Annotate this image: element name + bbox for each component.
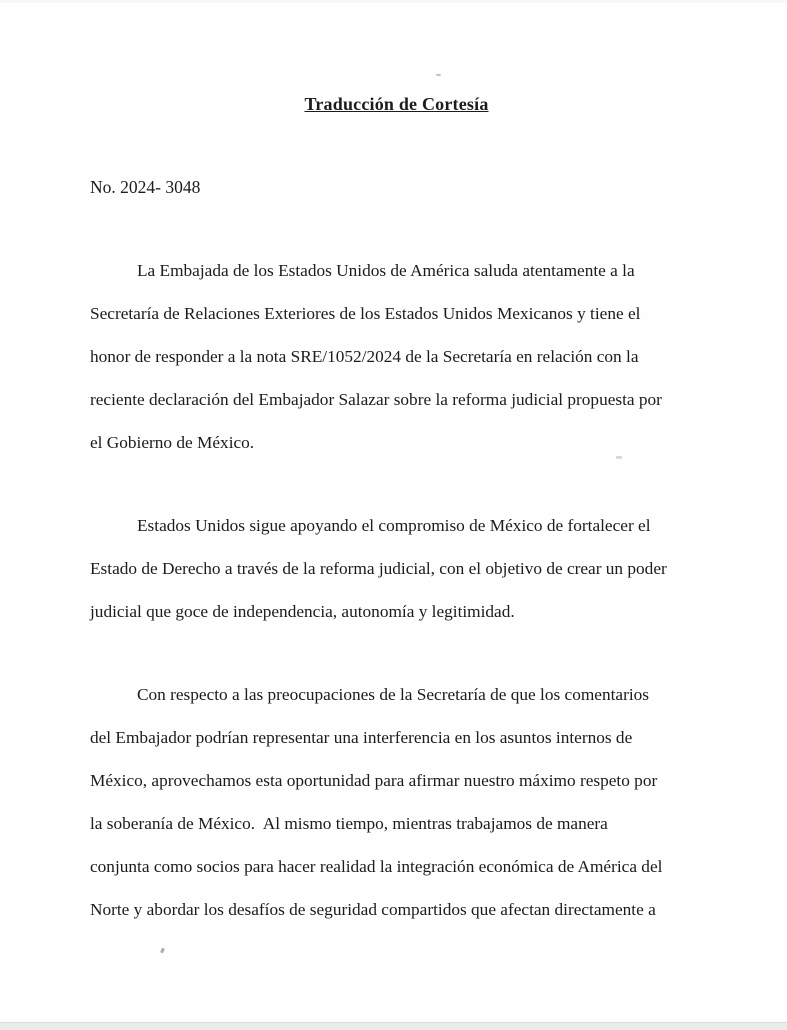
reference-number: No. 2024- 3048 bbox=[90, 177, 201, 197]
document-title: Traducción de Cortesía bbox=[304, 94, 489, 114]
doc-line: del Embajador podrían representar una interferencia en los asuntos internos de bbox=[90, 728, 633, 747]
scan-speck bbox=[616, 456, 622, 459]
doc-line: el Gobierno de México. bbox=[90, 433, 255, 452]
doc-line: Estado de Derecho a través de la reforma judicial, con el objetivo de crear un poder bbox=[90, 559, 667, 578]
doc-line: Norte y abordar los desafíos de seguridad compartidos que afectan directamente a bbox=[90, 900, 656, 919]
paragraph bbox=[90, 673, 703, 931]
doc-line: reciente declaración del Embajador Salazar sobre la reforma judicial propuesta por bbox=[90, 390, 662, 409]
paragraph bbox=[90, 504, 703, 633]
doc-line: Estados Unidos sigue apoyando el compromiso de México de fortalecer el bbox=[137, 516, 651, 535]
page-bottom-edge bbox=[0, 1022, 787, 1030]
doc-line: conjunta como socios para hacer realidad la integración económica de América del bbox=[90, 857, 663, 876]
doc-line: La Embajada de los Estados Unidos de América saluda atentamente a la bbox=[137, 261, 635, 280]
doc-line: México, aprovechamos esta oportunidad para afirmar nuestro máximo respeto por bbox=[90, 771, 658, 790]
document-body bbox=[90, 0, 703, 931]
doc-line: judicial que goce de independencia, autonomía y legitimidad. bbox=[90, 602, 515, 621]
doc-line: honor de responder a la nota SRE/1052/2024 de la Secretaría en relación con la bbox=[90, 347, 639, 366]
doc-line: la soberanía de México. Al mismo tiempo, mientras trabajamos de manera bbox=[90, 814, 608, 833]
scan-speck bbox=[160, 948, 165, 954]
doc-line: Secretaría de Relaciones Exteriores de los Estados Unidos Mexicanos y tiene el bbox=[90, 304, 641, 323]
paragraph bbox=[90, 249, 703, 464]
doc-line: Con respecto a las preocupaciones de la Secretaría de que los comentarios bbox=[137, 685, 649, 704]
